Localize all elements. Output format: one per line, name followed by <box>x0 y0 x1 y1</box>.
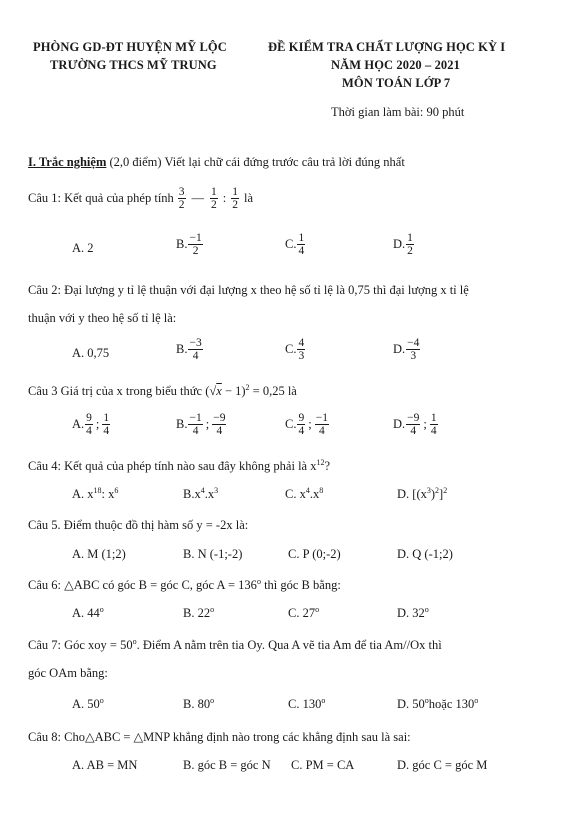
q4-option-b: $B.x^4.x^3$ <box>183 486 219 501</box>
q1-fraction-2: $\frac{1}{2}$ <box>211 186 217 212</box>
q7-option-b: B. 80$^o$ <box>183 696 215 711</box>
q8-option-b: B. góc B = góc N <box>183 758 271 772</box>
question-4: Câu 4: Kết quả của phép tính nào sau đây không phải là $x^{12}$? <box>28 458 331 473</box>
triangle-symbol: △ <box>64 578 74 592</box>
q6-option-b: B. 22$^o$ <box>183 605 215 620</box>
question-1 <box>28 186 253 211</box>
question-1-text: Câu 1: Kết quả của phép tính <box>28 191 174 206</box>
q6-option-d: D. 32$^o$ <box>397 605 429 620</box>
q8-option-d: D. góc C = góc M <box>397 758 488 772</box>
q1-option-d: D. $\frac{1}{2}$ <box>393 232 413 258</box>
q7-option-a: A. 50$^o$ <box>72 696 104 711</box>
q4-option-c: C. $x^4.x^8$ <box>285 486 324 501</box>
q3-option-a: A. $\frac{9}{4}$ ; $\frac{1}{4}$ <box>72 412 110 438</box>
q1-option-c: C. $\frac{1}{4}$ <box>285 232 305 258</box>
q6-option-c: C. 27$^o$ <box>288 605 320 620</box>
q2-option-a: A. 0,75 <box>72 346 110 360</box>
q5-option-c: C. P (0;-2) <box>288 547 341 561</box>
exam-title: ĐỀ KIỂM TRA CHẤT LƯỢNG HỌC KỲ I <box>268 40 506 54</box>
exam-time: Thời gian làm bài: 90 phút <box>331 105 465 119</box>
school-year: NĂM HỌC 2020 – 2021 <box>331 58 460 72</box>
q1-fraction-3: $\frac{1}{2}$ <box>232 186 239 212</box>
q3-option-d: D. $\frac{-9}{4}$ ; $\frac{1}{4}$ <box>393 412 437 438</box>
q1-op-1: — <box>191 191 205 206</box>
q4-option-d: D. $[(x^3)^2]^2$ <box>397 486 448 501</box>
q1-op-2: : <box>222 191 227 206</box>
q5-option-a: A. M (1;2) <box>72 547 126 561</box>
school-dept: PHÒNG GD-ĐT HUYỆN MỸ LỘC <box>33 40 227 54</box>
question-7-line-1: Câu 7: Góc xoy = $50^o$. Điểm A nằm trên tia Oy. Qua A vẽ tia Am để tia Am//Ox thì <box>28 637 442 652</box>
question-2-line-1: Câu 2: Đại lượng y tỉ lệ thuận với đại lượng x theo hệ số tỉ lệ là 0,75 thì đại lượng x tỉ lệ <box>28 283 469 297</box>
subject: MÔN TOÁN LỚP 7 <box>342 76 451 90</box>
q4-option-a: A. $x^{18}$: $x^6$ <box>72 486 119 501</box>
q5-option-b: B. N (-1;-2) <box>183 547 243 561</box>
question-7-line-2: góc OAm bằng: <box>28 666 108 680</box>
q1-option-b: B. $\frac{-1}{2}$ <box>176 232 202 258</box>
section-points: (2,0 điểm) <box>106 155 165 169</box>
school-name: TRƯỜNG THCS MỸ TRUNG <box>50 58 217 72</box>
q7-option-c: C. 130$^o$ <box>288 696 326 711</box>
q6-option-a: A. 44$^o$ <box>72 605 104 620</box>
q3-option-b: B. $\frac{-1}{4}$ ; $\frac{-9}{4}$ <box>176 412 226 438</box>
q7-option-d: D. 50$^o$hoặc 130$^o$ <box>397 696 479 711</box>
q1-suffix: là <box>244 191 254 206</box>
q2-option-d: D. $\frac{-4}{3}$ <box>393 337 420 363</box>
q3-option-c: C. $\frac{9}{4}$ ; $\frac{-1}{4}$ <box>285 412 328 438</box>
question-8: Câu 8: Cho△ABC = △MNP khẳng định nào trong các khẳng định sau là sai: <box>28 730 411 744</box>
question-2-line-2: thuận với y theo hệ số tỉ lệ là: <box>28 311 177 325</box>
section-instruction: Viết lại chữ cái đứng trước câu trả lời đúng nhất <box>164 155 405 169</box>
question-6: Câu 6: △ABC có góc B = góc C, góc $A = 136^o$ thì góc B bằng: <box>28 577 341 592</box>
q1-option-a: A. 2 <box>72 241 94 255</box>
q2-option-b: B. $\frac{-3}{4}$ <box>176 337 202 363</box>
q8-option-a: A. AB = MN <box>72 758 138 772</box>
q5-option-d: D. Q (-1;2) <box>397 547 453 561</box>
question-5: Câu 5. Điểm thuộc đồ thị hàm số y = -2x là: <box>28 518 249 532</box>
section-title: I. Trắc nghiệm <box>28 155 107 169</box>
q1-fraction-1: $\frac{3}{2}$ <box>178 186 185 212</box>
q2-option-c: C. $\frac{4}{3}$ <box>285 337 305 363</box>
section-heading <box>28 155 405 170</box>
question-3: Câu 3 Giá trị của x trong biểu thức $(√x - 1)^2 = 0,25$ là <box>28 383 297 398</box>
q8-option-c: C. PM = CA <box>291 758 355 772</box>
